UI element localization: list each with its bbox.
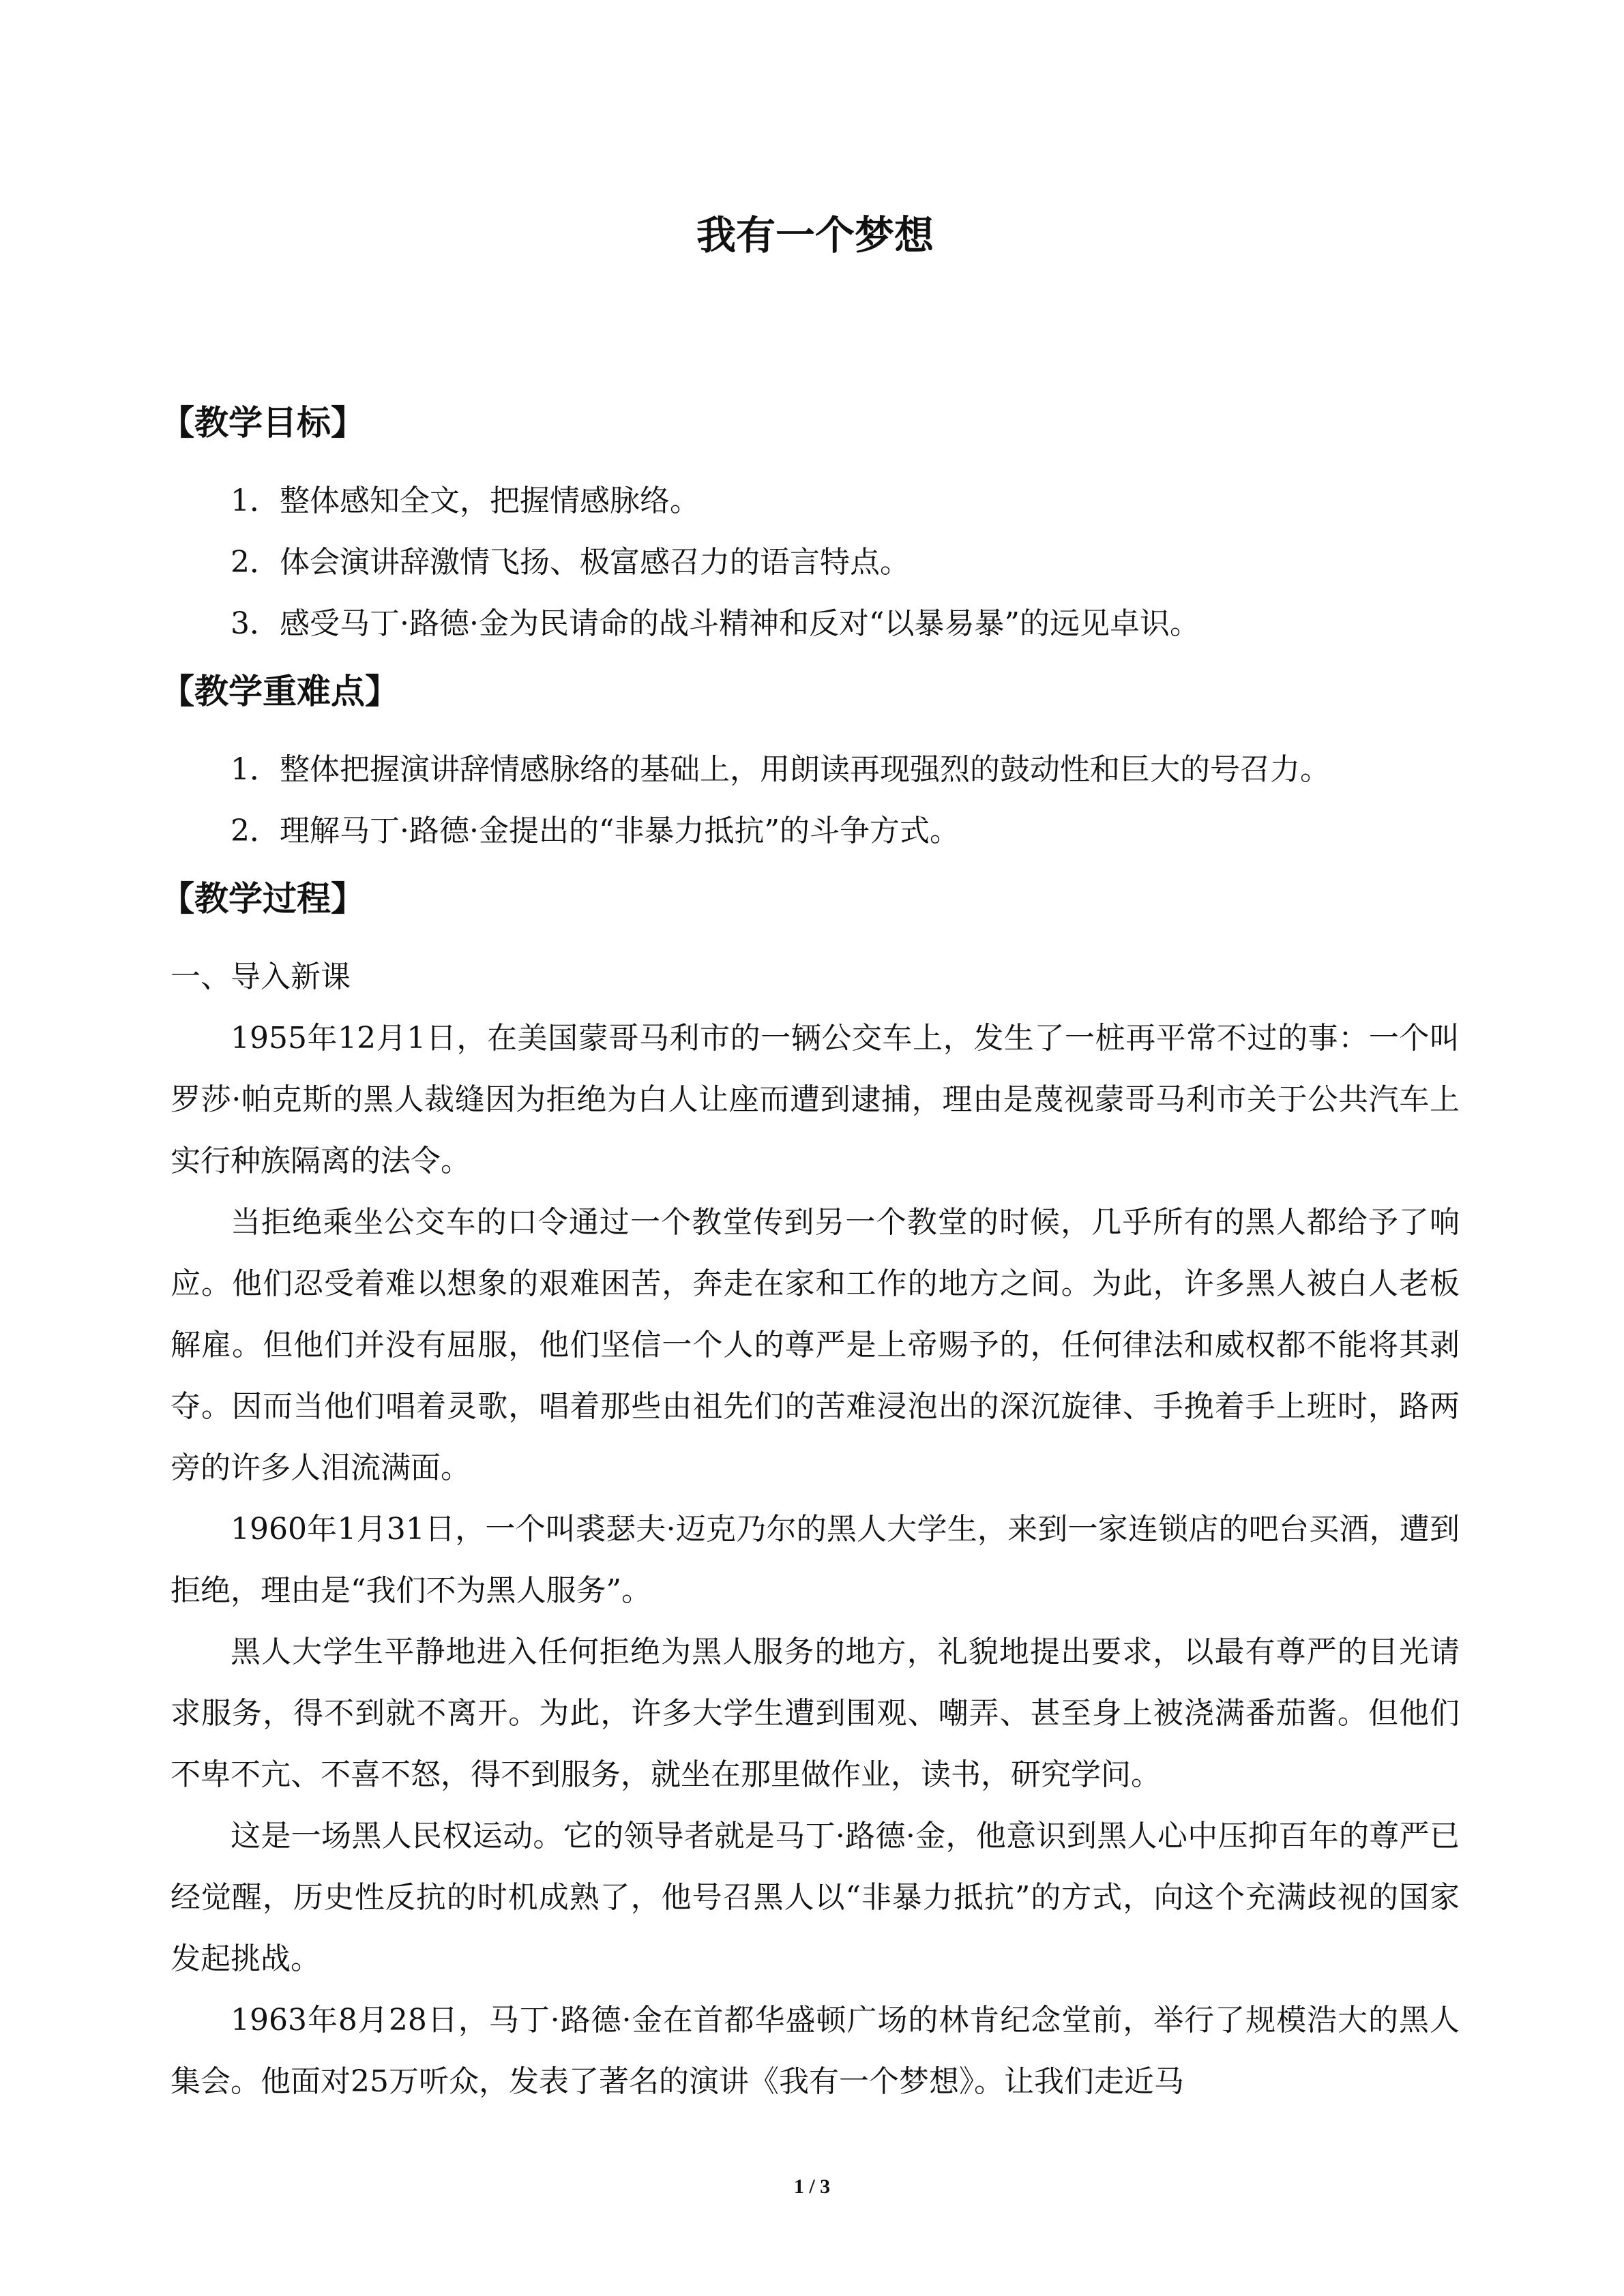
body-paragraph: 黑人大学生平静地进入任何拒绝为黑人服务的地方，礼貌地提出要求，以最有尊严的目光请求服务，得不到就不离开。为此，许多大学生遭到围观、嘲弄、甚至身上被浇满番茄酱。但他们不卑不亢、不喜不怒，得不到服务，就坐在那里做作业，读书，研究学问。	[171, 1635, 1460, 1792]
section-heading-process: 【教学过程】	[160, 879, 365, 919]
section-heading-objectives: 【教学目标】	[160, 403, 365, 443]
body-paragraph: 1963年8月28日，马丁·路德·金在首都华盛顿广场的林肯纪念堂前，举行了规模浩大的黑人集会。他面对25万听众，发表了著名的演讲《我有一个梦想》。让我们走近马	[171, 2003, 1460, 2099]
body-paragraph: 这是一场黑人民权运动。它的领导者就是马丁·路德·金，他意识到黑人心中压抑百年的尊严已经觉醒，历史性反抗的时机成熟了，他号召黑人以“非暴力抵抗”的方式，向这个充满歧视的国家发起挑战。	[171, 1819, 1460, 1976]
objective-item: 2．体会演讲辞激情飞扬、极富感召力的语言特点。	[231, 545, 910, 580]
objective-item: 1．整体感知全文，把握情感脉络。	[231, 483, 700, 518]
body-paragraph: 1960年1月31日，一个叫裘瑟夫·迈克乃尔的黑人大学生，来到一家连锁店的吧台买酒，遭到拒绝，理由是“我们不为黑人服务”。	[171, 1512, 1460, 1608]
key-point-item: 2．理解马丁·路德·金提出的“非暴力抵抗”的斗争方式。	[231, 814, 960, 848]
document-body	[160, 205, 1460, 2113]
section-objectives	[160, 396, 1460, 655]
document-title: 我有一个梦想	[696, 212, 934, 258]
key-point-item: 1．整体把握演讲辞情感脉络的基础上，用朗读再现强烈的鼓动性和巨大的号召力。	[231, 752, 1330, 787]
section-process	[160, 871, 1460, 2113]
objective-item: 3．感受马丁·路德·金为民请命的战斗精神和反对“以暴易暴”的远见卓识。	[231, 606, 1200, 641]
section-key-points	[160, 664, 1460, 862]
body-paragraph: 1955年12月1日，在美国蒙哥马利市的一辆公交车上，发生了一桩再平常不过的事：一个叫罗莎·帕克斯的黑人裁缝因为拒绝为白人让座而遭到逮捕，理由是蔑视蒙哥马利市关于公共汽车上实行种族隔离的法令。	[171, 1021, 1460, 1178]
page-number: 1 / 3	[793, 2175, 831, 2198]
section-heading-key-points: 【教学重难点】	[160, 672, 399, 711]
process-subheading: 一、导入新课	[171, 959, 351, 994]
body-paragraph: 当拒绝乘坐公交车的口令通过一个教堂传到另一个教堂的时候，几乎所有的黑人都给予了响应。他们忍受着难以想象的艰难困苦，奔走在家和工作的地方之间。为此，许多黑人被白人老板解雇。但他们并没有屈服，他们坚信一个人的尊严是上帝赐予的，任何律法和威权都不能将其剥夺。因而当他们唱着灵歌，唱着那些由祖先们的苦难浸泡出的深沉旋律、手挽着手上班时，路两旁的许多人泪流满面。	[171, 1205, 1460, 1485]
